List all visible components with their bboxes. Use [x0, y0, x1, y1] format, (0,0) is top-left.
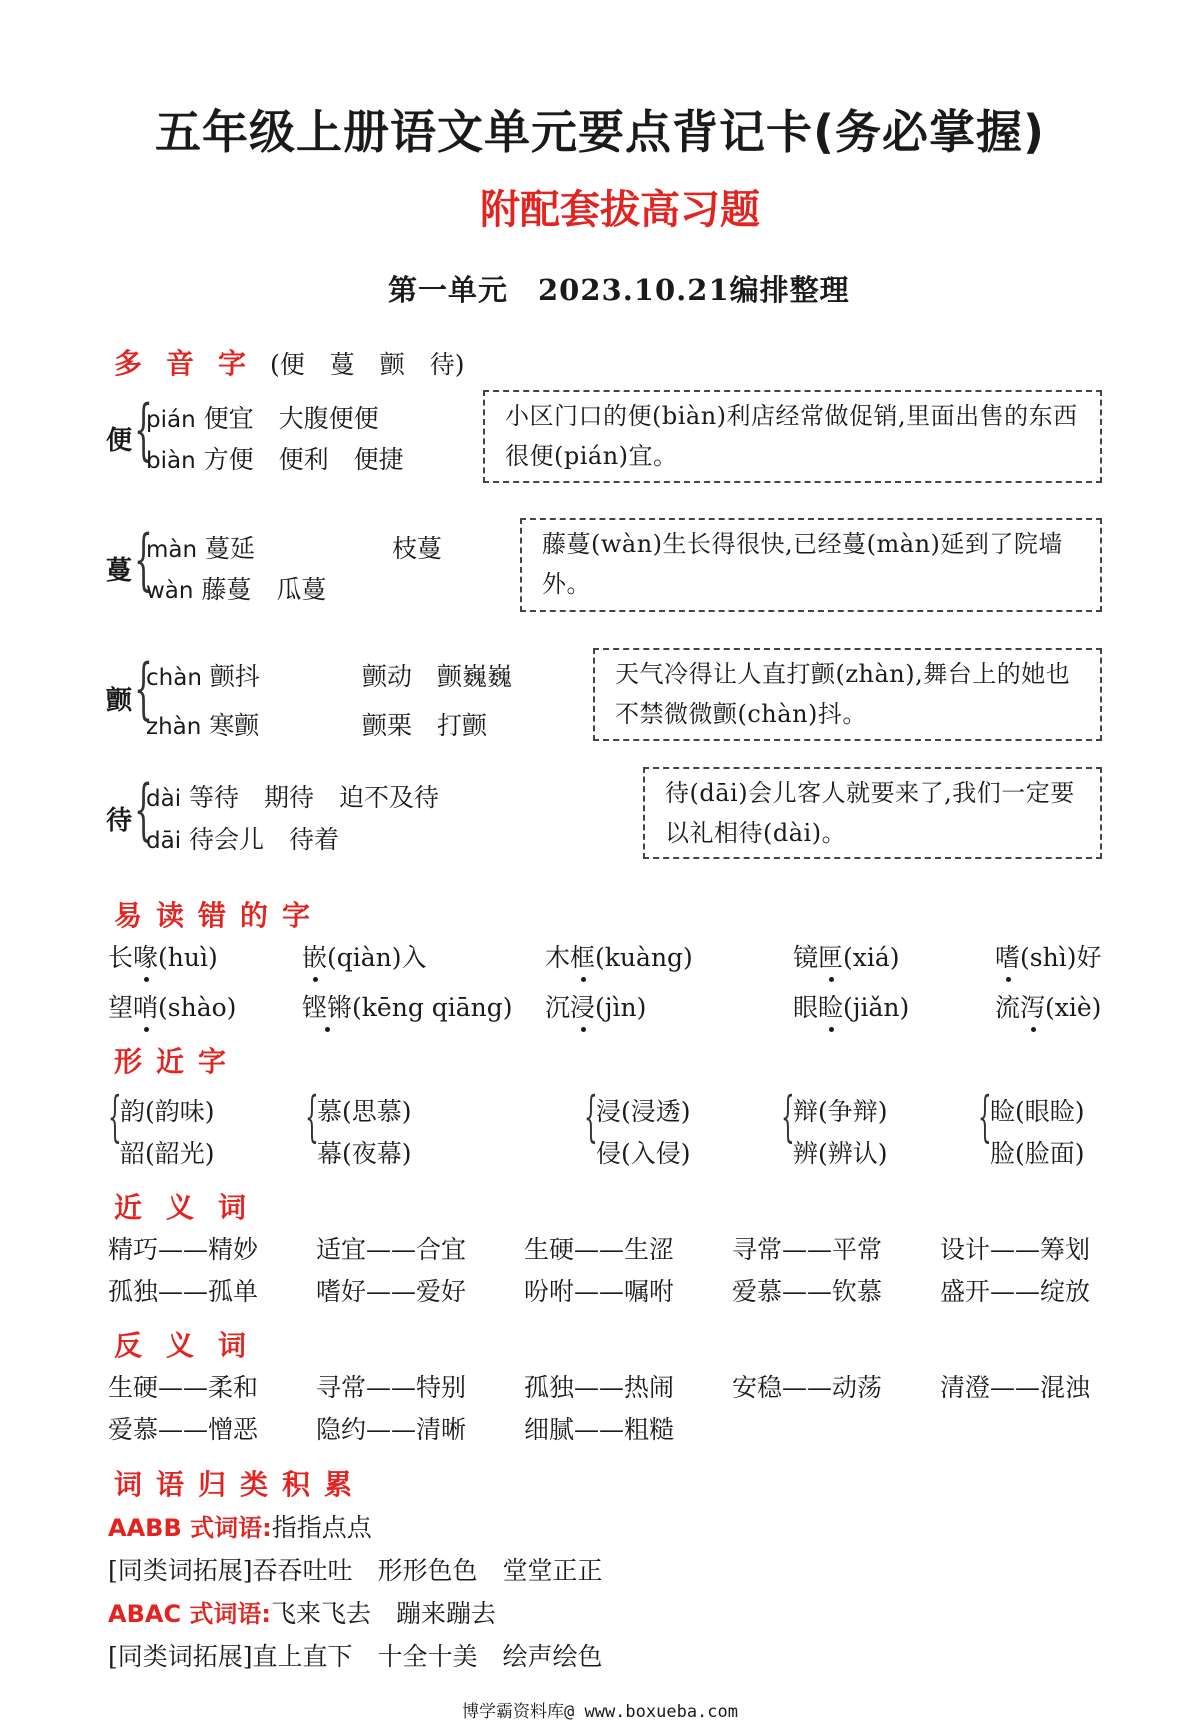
entry-line-1: chàn 颤抖 — [146, 662, 260, 691]
similar-char-b: 辨(辨认) — [793, 1139, 888, 1168]
misread-item: 长喙(huì) — [108, 938, 218, 974]
entry-char: 待 — [106, 806, 133, 836]
extension-label: [同类词拓展] — [108, 1556, 253, 1585]
example-sentence-box: 天气冷得让人直打颤(zhàn),舞台上的她也不禁微微颤(chàn)抖。 — [593, 648, 1102, 741]
antonym-pair: 寻常——特别 — [316, 1373, 467, 1402]
polyphonic-list: (便 蔓 颤 待) — [270, 350, 465, 379]
abac-example: 飞来飞去 蹦来蹦去 — [271, 1599, 497, 1628]
similar-char-a: 辩(争辩) — [793, 1097, 888, 1126]
antonym-pair: 生硬——柔和 — [108, 1373, 259, 1402]
footer-watermark: 博学霸资料库@ www.boxueba.com — [462, 1702, 738, 1722]
similar-char-b: 侵(入侵) — [596, 1139, 691, 1168]
misread-item: 眼睑(jiǎn) — [793, 988, 909, 1024]
brace-icon: { — [305, 1085, 319, 1148]
aabb-extension: 吞吞吐吐 形形色色 堂堂正正 — [252, 1556, 603, 1585]
brace-icon: { — [134, 391, 153, 468]
brace-icon: { — [134, 521, 153, 598]
misread-item: 流泻(xiè) — [995, 988, 1101, 1024]
similar-char-b: 脸(脸面) — [990, 1139, 1085, 1168]
brace-icon: { — [781, 1085, 795, 1148]
misread-item: 望哨(shào) — [108, 988, 236, 1024]
section-misread-heading: 易读错的字 — [114, 899, 325, 932]
page-title: 五年级上册语文单元要点背记卡(务必掌握) — [154, 105, 1046, 159]
synonym-pair: 孤独——孤单 — [108, 1277, 259, 1306]
entry-line-2-extra: 颤栗 打颤 — [362, 711, 488, 740]
entry-line-2: wàn 藤蔓 瓜蔓 — [146, 575, 327, 604]
section-antonyms-heading: 反义词 — [114, 1329, 271, 1362]
brace-icon: { — [134, 650, 153, 727]
example-sentence-box: 藤蔓(wàn)生长得很快,已经蔓(màn)延到了院墙外。 — [520, 518, 1102, 612]
synonym-pair: 爱慕——钦慕 — [732, 1277, 883, 1306]
synonym-pair: 设计——筹划 — [940, 1235, 1091, 1264]
aabb-label: AABB 式词语: — [108, 1514, 272, 1542]
antonym-pair: 孤独——热闹 — [524, 1373, 675, 1402]
aabb-extension-line — [108, 1551, 603, 1587]
misread-item: 嗜(shì)好 — [995, 938, 1101, 974]
abac-label: ABAC 式词语: — [108, 1600, 272, 1628]
misread-item: 木框(kuàng) — [545, 938, 693, 974]
similar-char-a: 浸(浸透) — [596, 1097, 691, 1126]
brace-icon: { — [108, 1085, 122, 1148]
section-synonyms-heading: 近义词 — [114, 1191, 271, 1224]
entry-line-1: màn 蔓延 — [146, 534, 256, 563]
page-subtitle: 附配套拔高习题 — [480, 187, 760, 233]
misread-item: 铿锵(kēng qiāng) — [302, 988, 513, 1024]
entry-line-2: dāi 待会儿 待着 — [146, 825, 340, 854]
misread-item: 镜匣(xiá) — [793, 938, 900, 974]
abac-extension: 直上直下 十全十美 绘声绘色 — [252, 1642, 603, 1671]
synonym-pair: 嗜好——爱好 — [316, 1277, 467, 1306]
abac-extension-line — [108, 1637, 603, 1673]
antonym-pair: 安稳——动荡 — [732, 1373, 883, 1402]
misread-item: 嵌(qiàn)入 — [302, 938, 427, 974]
entry-char: 便 — [106, 426, 133, 456]
brace-icon: { — [978, 1085, 992, 1148]
synonym-pair: 寻常——平常 — [732, 1235, 883, 1264]
entry-line-1-extra: 颤动 颤巍巍 — [362, 662, 513, 691]
synonym-pair: 吩咐——嘱咐 — [524, 1277, 675, 1306]
aabb-line — [108, 1508, 372, 1544]
brace-icon: { — [134, 771, 153, 848]
entry-line-2: biàn 方便 便利 便捷 — [146, 445, 404, 474]
synonym-pair: 生硬——生涩 — [524, 1235, 675, 1264]
similar-char-b: 韶(韶光) — [120, 1139, 215, 1168]
entry-line-1: dài 等待 期待 迫不及待 — [146, 783, 440, 812]
entry-line-1: pián 便宜 大腹便便 — [146, 404, 379, 433]
similar-char-b: 幕(夜幕) — [317, 1139, 412, 1168]
similar-char-a: 慕(思慕) — [317, 1097, 412, 1126]
section-accumulation-heading: 词语归类积累 — [114, 1468, 367, 1501]
example-sentence-box: 小区门口的便(biàn)利店经常做促销,里面出售的东西很便(pián)宜。 — [483, 390, 1102, 483]
similar-char-a: 睑(眼睑) — [990, 1097, 1085, 1126]
antonym-pair: 隐约——清晰 — [316, 1415, 467, 1444]
entry-char: 颤 — [106, 686, 133, 716]
section-polyphonic-heading — [114, 342, 465, 382]
entry-line-1-extra: 枝蔓 — [392, 534, 443, 563]
brace-icon: { — [584, 1085, 598, 1148]
extension-label: [同类词拓展] — [108, 1642, 253, 1671]
synonym-pair: 盛开——绽放 — [940, 1277, 1091, 1306]
antonym-pair: 爱慕——憎恶 — [108, 1415, 259, 1444]
section-similar-heading: 形近字 — [114, 1045, 241, 1078]
unit-line: 第一单元 2023.10.21编排整理 — [388, 273, 850, 307]
entry-char: 蔓 — [106, 556, 133, 586]
aabb-example: 指指点点 — [271, 1513, 372, 1542]
antonym-pair: 清澄——混浊 — [940, 1373, 1091, 1402]
entry-line-2: zhàn 寒颤 — [146, 711, 260, 740]
synonym-pair: 精巧——精妙 — [108, 1235, 259, 1264]
abac-line — [108, 1594, 496, 1630]
antonym-pair: 细腻——粗糙 — [524, 1415, 675, 1444]
example-sentence-box: 待(dāi)会儿客人就要来了,我们一定要以礼相待(dài)。 — [643, 767, 1102, 859]
synonym-pair: 适宜——合宜 — [316, 1235, 467, 1264]
misread-item: 沉浸(jìn) — [545, 988, 646, 1024]
similar-char-a: 韵(韵味) — [120, 1097, 215, 1126]
section-title: 多音字 — [114, 347, 271, 380]
